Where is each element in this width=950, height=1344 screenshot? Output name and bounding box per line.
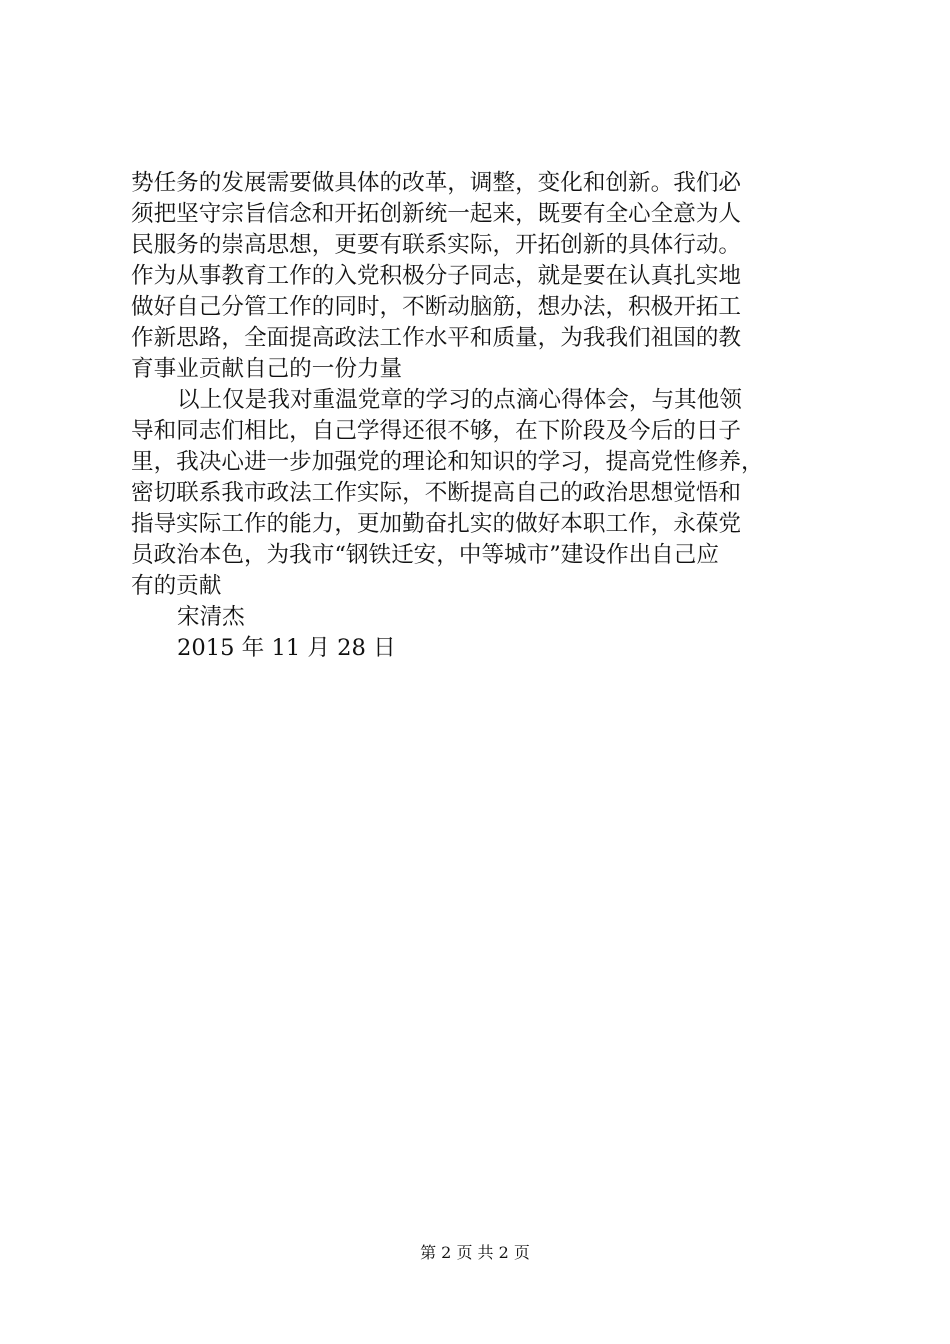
paragraph-start-line: 以上仅是我对重温党章的学习的点滴心得体会，与其他领 (177, 387, 742, 413)
body-line: 员政治本色，为我市“钢铁迁安，中等城市”建设作出自己应 (131, 542, 719, 568)
body-line: 密切联系我市政法工作实际，不断提高自己的政治思想觉悟和 (131, 480, 742, 506)
signature-date: 2015 年 11 月 28 日 (177, 635, 396, 661)
body-line: 势任务的发展需要做具体的改革，调整，变化和创新。我们必 (131, 170, 742, 196)
body-line: 里，我决心进一步加强党的理论和知识的学习，提高党性修养， (131, 449, 764, 475)
body-line: 育事业贡献自己的一份力量 (131, 356, 403, 382)
page-number-label: 第 2 页 共 2 页 (420, 1243, 530, 1262)
page-footer (0, 1243, 950, 1263)
body-line: 指导实际工作的能力，更加勤奋扎实的做好本职工作，永葆党 (131, 511, 742, 537)
body-line: 有的贡献 (131, 573, 222, 599)
document-body (131, 168, 831, 664)
body-line: 须把坚守宗旨信念和开拓创新统一起来，既要有全心全意为人 (131, 201, 742, 227)
body-line: 做好自己分管工作的同时，不断动脑筋，想办法，积极开拓工 (131, 294, 742, 320)
body-line: 导和同志们相比，自己学得还很不够，在下阶段及今后的日子 (131, 418, 742, 444)
body-line: 民服务的崇高思想，更要有联系实际，开拓创新的具体行动。 (131, 232, 742, 258)
body-line: 作为从事教育工作的入党积极分子同志，就是要在认真扎实地 (131, 263, 742, 289)
signature-name: 宋清杰 (177, 604, 245, 630)
body-line: 作新思路，全面提高政法工作水平和质量，为我我们祖国的教 (131, 325, 742, 351)
